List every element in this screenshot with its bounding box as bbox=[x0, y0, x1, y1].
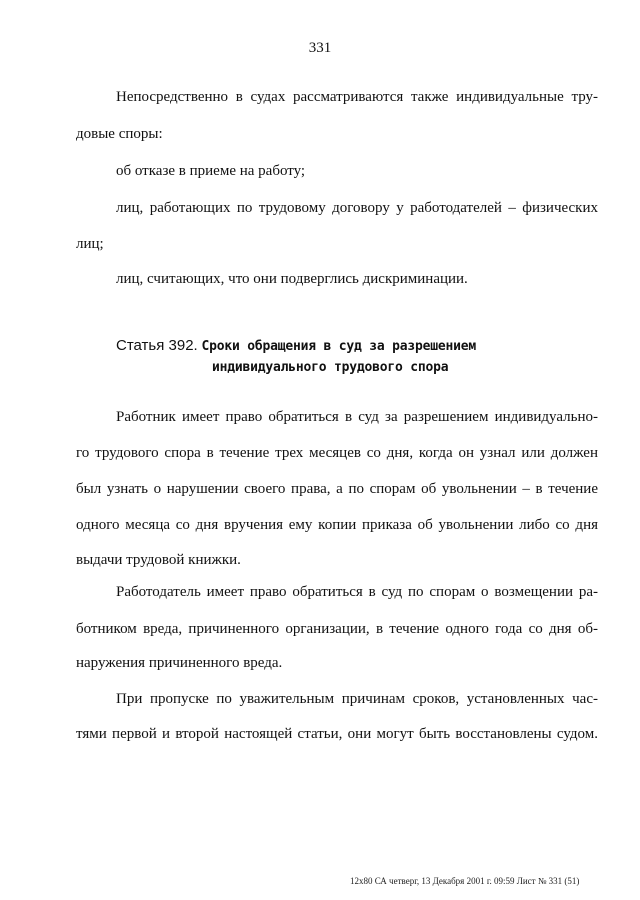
article-label: Статья 392. bbox=[116, 337, 198, 354]
paragraph-1-line-5: выдачи трудовой книжки. bbox=[76, 552, 241, 568]
list-item-individual-employers-1: лиц, работающих по трудовому договору у работодателей – физических bbox=[116, 200, 598, 216]
paragraph-1-line-2: го трудового спора в течение трех месяцев со дня, когда он узнал или должен bbox=[76, 445, 598, 461]
page-number: 331 bbox=[308, 40, 332, 56]
paragraph-1-line-4: одного месяца со дня вручения ему копии приказа об увольнении либо со дня bbox=[76, 517, 598, 533]
article-heading bbox=[116, 335, 476, 358]
page-footer: 12х80 СА четверг, 13 Декабря 2001 г. 09:59 Лист № 331 (51) bbox=[350, 876, 580, 886]
paragraph-1-line-3: был узнать о нарушении своего права, а по спорам об увольнении – в течение bbox=[76, 481, 598, 497]
list-item-refusal-hiring: об отказе в приеме на работу; bbox=[116, 163, 306, 179]
paragraph-1-line-1: Работник имеет право обратиться в суд за разрешением индивидуально- bbox=[116, 409, 598, 425]
paragraph-2-line-3: наружения причиненного вреда. bbox=[76, 655, 283, 671]
article-title-line-1: Сроки обращения в суд за разрешением bbox=[201, 339, 477, 354]
intro-line-1: Непосредственно в судах рассматриваются также индивидуальные тру- bbox=[116, 89, 598, 105]
paragraph-2-line-1: Работодатель имеет право обратиться в суд по спорам о возмещении ра- bbox=[116, 584, 598, 600]
list-item-discrimination: лиц, считающих, что они подверглись дискриминации. bbox=[116, 271, 468, 287]
article-title-line-2: индивидуального трудового спора bbox=[212, 360, 449, 375]
paragraph-3-line-2: тями первой и второй настоящей статьи, они могут быть восстановлены судом. bbox=[76, 726, 598, 742]
paragraph-2-line-2: ботником вреда, причиненного организации, в течение одного года со дня об- bbox=[76, 621, 598, 637]
paragraph-3-line-1: При пропуске по уважительным причинам сроков, установленных час- bbox=[116, 691, 598, 707]
intro-line-2: довые споры: bbox=[76, 126, 163, 142]
list-item-individual-employers-2: лиц; bbox=[76, 236, 104, 252]
